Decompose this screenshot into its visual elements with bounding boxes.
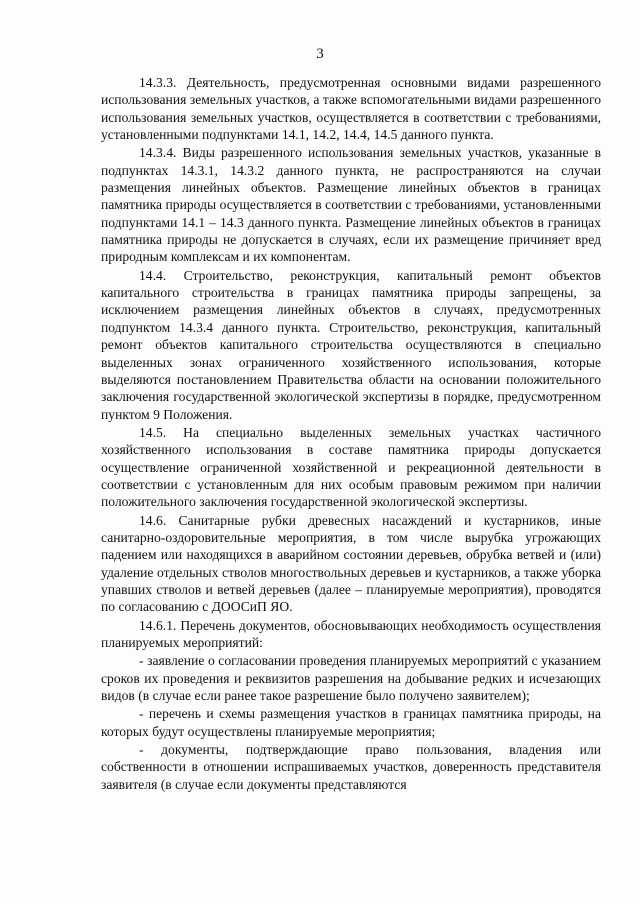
list-item: - документы, подтверждающие право пользования, владения или собственности в отношении испрашиваемых участков, доверенность представителя заявителя (в случае если документы представляются [101,742,601,792]
list-item: - заявление о согласовании проведения планируемых мероприятий с указанием сроков их проведения и реквизитов разрешения на добывание редких и исчезающих видов (в случае если ранее такое разрешение было получено заявителем); [101,653,601,704]
document-body [101,74,601,794]
paragraph-14-6-1: 14.6.1. Перечень документов, обосновывающих необходимость осуществления планируемых мероприятий: [101,617,601,650]
paragraph-14-3-3: 14.3.3. Деятельность, предусмотренная основными видами разрешенного использования земельных участков, а также вспомогательными видами разрешенного использования земельных участков, осуществляется в соответствии с требованиями, установленными подпунктами 14.1, 14.2, 14.4, 14.5 данного пункта. [101,75,601,143]
paragraph-14-6: 14.6. Санитарные рубки древесных насаждений и кустарников, иные санитарно-оздоровительные мероприятия, в том числе вырубка угрожающих падением или находящихся в аварийном состоянии деревьев, обрубка ветвей и (или) удаление отдельных стволов многоствольных деревьев и кустарников, а также уборка упавших стволов и ветвей деревьев (далее – планируемые мероприятия), проводятся по согласованию с ДООСиП ЯО. [101,512,601,615]
page-number: 3 [316,46,324,62]
list-item: - перечень и схемы размещения участков в границах памятника природы, на которых будут осуществлены планируемые мероприятия; [101,706,601,739]
paragraph-14-3-4: 14.3.4. Виды разрешенного использования земельных участков, указанные в подпунктах 14.3.1, 14.3.2 данного пункта, не распространяются на случаи размещения линейных объектов. Размещение линейных объектов в границах памятника природы осуществляется в соответствии с требованиями, установленными подпунктами 14.1 – 14.3 данного пункта. Размещение линейных объектов в границах памятника природы не допускается в случаях, если их размещение причиняет вред природным комплексам и их компонентам. [101,145,601,265]
paragraph-14-4: 14.4. Строительство, реконструкция, капитальный ремонт объектов капитального строительства в границах памятника природы запрещены, за исключением размещения линейных объектов в случаях, предусмотренных подпунктом 14.3.4 данного пункта. Строительство, реконструкция, капитальный ремонт объектов капитального строительства осуществляются в специально выделенных зонах ограниченного хозяйственного использования, которые выделяются постановлением Правительства области на основании положительного заключения государственной экологической экспертизы в порядке, предусмотренном пунктом 9 Положения. [101,267,601,422]
paragraph-14-5: 14.5. На специально выделенных земельных участках частичного хозяйственного использования в составе памятника природы допускается осуществление ограниченной хозяйственной и рекреационной деятельности в соответствии с установленным для них особым правовым режимом при наличии положительного заключения государственной экологической экспертизы. [101,424,601,510]
